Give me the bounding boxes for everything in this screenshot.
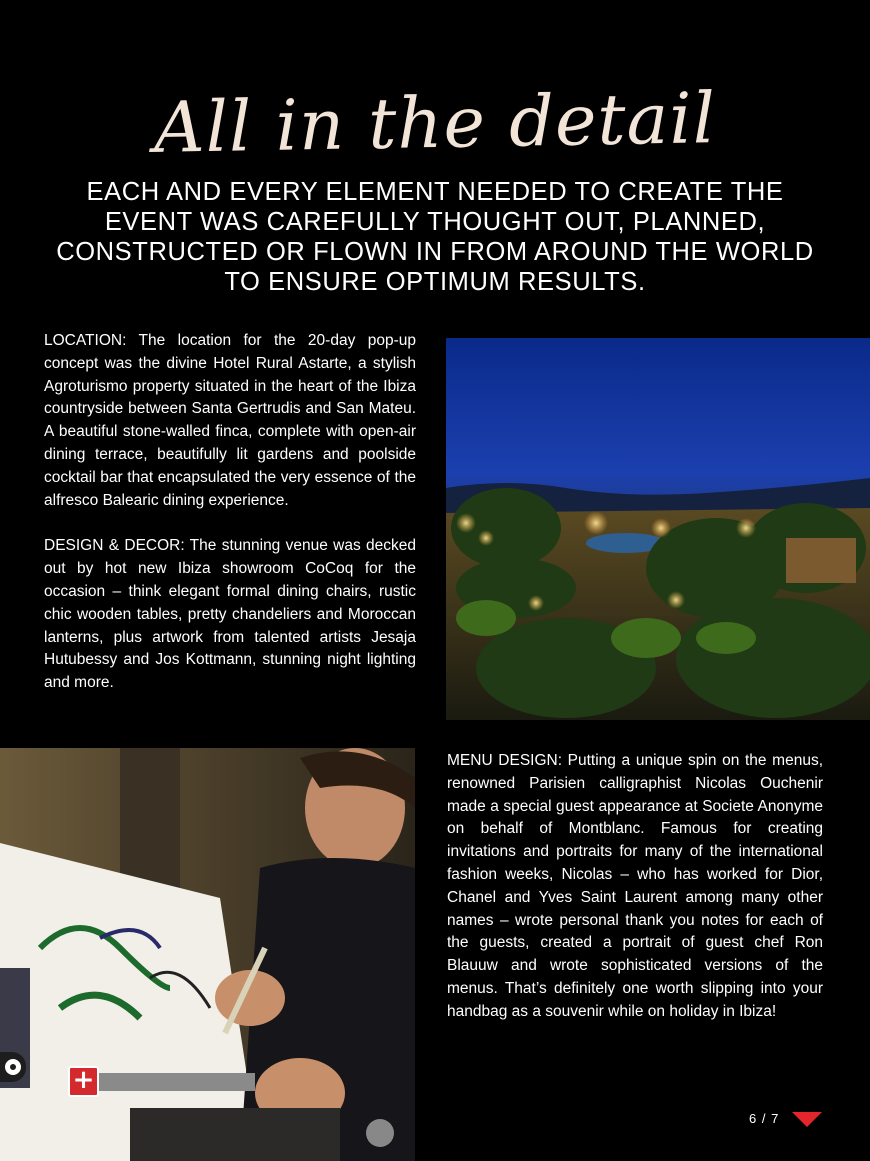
plus-icon: + <box>72 1065 95 1095</box>
calligrapher-photo <box>0 748 415 1161</box>
venue-photo <box>446 338 870 720</box>
montblanc-logo-badge <box>0 1052 26 1082</box>
expand-button[interactable] <box>68 1066 99 1097</box>
page-indicator: 6 / 7 <box>749 1111 780 1126</box>
page-subhead: EACH AND EVERY ELEMENT NEEDED TO CREATE THE EVENT WAS CAREFULLY THOUGHT OUT, PLANNED, CONSTRUCTED OR FLOWN IN FROM AROUND THE WORLD TO ENSURE OPTIMUM RESULTS. <box>56 178 814 296</box>
menu-design-paragraph: MENU DESIGN: Putting a unique spin on the menus, renowned Parisien calligraphist Nicolas Ouchenir made a special guest appearance at Societe Anonyme on behalf of Montblanc. Famous for creating invitations and portraits for many of the international fashion weeks, Nicolas – who has worked for Dior, Chanel and Yves Saint Laurent among many other names – wrote personal thank you notes for each of the guests, created a portrait of guest chef Ron Blauuw and wrote sophisticated versions of the menus. That’s definitely one worth slipping into your handbag as a souvenir while on holiday in Ibiza! <box>447 752 823 1020</box>
design-decor-paragraph: DESIGN & DECOR: The stunning venue was decked out by hot new Ibiza showroom CoCoq for the occasion – think elegant formal dining chairs, rustic chic wooden tables, pretty chandeliers and Moroccan lanterns, plus artwork from talented artists Jesaja Hutubessy and Jos Kottmann, stunning night lighting and more. <box>44 537 416 692</box>
montblanc-star-icon <box>3 1057 23 1077</box>
triangle-down-icon <box>792 1112 822 1128</box>
next-page-button[interactable] <box>792 1112 822 1128</box>
right-column <box>447 750 823 1047</box>
left-column <box>44 330 416 718</box>
page-headline: All in the detail <box>153 77 717 169</box>
location-paragraph: LOCATION: The location for the 20-day pop-up concept was the divine Hotel Rural Astarte, a stylish Agroturismo property situated in the heart of the Ibiza countryside between Santa Gertrudis and San Mateu. A beautiful stone-walled finca, complete with open-air dining terrace, beautifully lit gardens and poolside cocktail bar that encapsulated the very essence of the alfresco Balearic dining experience. <box>44 332 416 509</box>
